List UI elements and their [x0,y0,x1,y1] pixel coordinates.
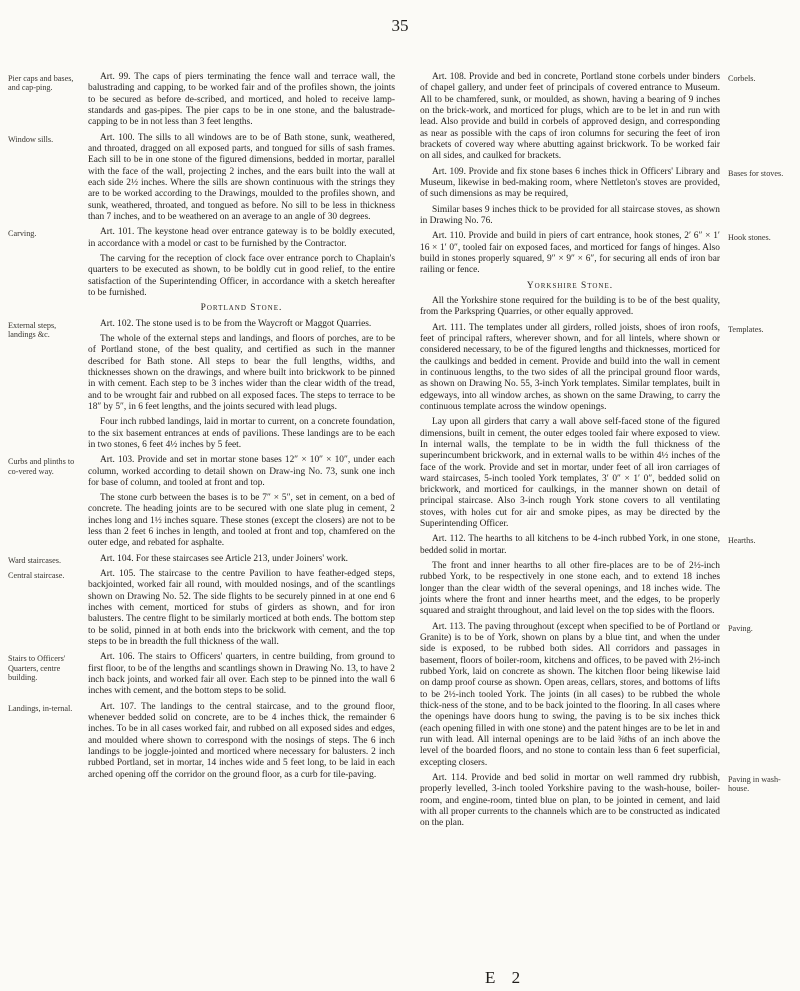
margin-note: Curbs and plinths to co-vered way. [8,457,75,476]
article-paragraph: Art. 107. The landings to the central staircase, and to the ground floor, whenever bedded solid on concrete, are to be 4 inches thick, the remainder 6 inches. To be in all cases worked fair, and rubbed on all exposed sides and edges, and moulded where shown to correspond with the nosings of steps. The 6 inch landings to be joggle-jointed and morticed where necessary for balusters. 2 inch rubbed Portland, set in mortar, 14 inches wide and 5 feet long, to be laid in each arched opening off the corridor on the ground floor, as a curb for tile-paving. [88,701,395,780]
article-paragraph: Art. 112. The hearths to all kitchens to be 4-inch rubbed York, in one stone, bedded solid in mortar. [420,534,720,556]
article-section [420,621,753,769]
article-section [8,553,395,565]
article-paragraph: Four inch rubbed landings, laid in mortar to current, on a concrete foundation, to the six basement entrances at ends of pavilions. These landings are to be each in two stones, 6 feet 4½ inches by 5 feet. [88,417,395,450]
article-paragraph: Art. 108. Provide and bed in concrete, Portland stone corbels under binders of chapel gallery, and under feet of principals of covered entrance to Museum. All to be chamfered, sunk, or moulded, as shown, having a bearing of 9 inches on the brick-work, and morticed for plugs, which are to be let in and run with lead. Also provide and build in corbels of approved design, and corresponding as near as possible with the caps of iron columns for securing the feet of iron brackets of covered way where abutting against brickwork. To be worked fair on all sides, and caulked for brackets. [420,72,720,162]
right-column [420,72,784,834]
page-number: 35 [391,16,409,35]
article-section [420,166,784,228]
margin-note: Pier caps and bases, and cap-ping. [8,74,74,93]
article-paragraph: Art. 111. The templates under all girders, rolled joists, shoes of iron roofs, feet of principal rafters, wherever shown, and for all lintels, where shown or considered necessary, to be of the figured lengths and thicknesses, morticed for the caulkings and bedded in cement. Provide and build into the wall in cement in continuous lengths, to the two sides of all the principal ground floor wards, as shown on Drawing No. 55, 3-inch York templates. Similar templates, built in edgeways, into all window arches, as shown on the same Drawing, to carry the continuous template across the window openings. [420,322,720,412]
margin-note: Hearths. [728,536,756,546]
margin-note: Templates. [728,324,764,334]
article-paragraph: The whole of the external steps and landings, and floors of porches, are to be of Portland stone, of the best quality, and certified as such in the manner described for Bath stone. All steps to bear the full lengths, widths, and thicknesses shown on the drawings, and where built into brickwork to be pinned in with cement. Each step to be 3 inches wider than the clear width of the tread, and to be wrought fair and rubbed on all exposed faces. The steps to terrace to be 18″ by 5″, in 6 feet lengths, and the joints secured with lead plugs. [88,333,395,412]
margin-note: Window sills. [8,134,54,144]
article-section [420,296,720,319]
article-paragraph: Lay upon all girders that carry a wall above self-faced stone of the figured dimensions, built in cement, the outer edges tooled fair where exposed to view. In internal walls, the template to be in width the full thickness of the superincumbent brickwork, and in external walls to be within 4½ inches of the face of the work. Provide and set in mortar, under feet of all iron carriages of ward staircases, 5-inch tooled York templates, 3′ 0″ × 1′ 0″, bedded solid on brickwork, and morticed for caulkings, in the manner shown on detail of principal staircase. Also 3-inch rough York stone covers to all ventilating stoves, with holes cut for air and smoke pipes, as may be directed by the Superintending Officer. [420,417,720,530]
margin-note: Hook stones. [728,233,771,243]
margin-note: Paving. [728,623,753,633]
article-paragraph: Art. 102. The stone used is to be from the Waycroft or Maggot Quarries. [100,318,372,329]
article-paragraph: Similar bases 9 inches thick to be provided for all staircase stoves, as shown in Drawing No. 76. [420,204,720,226]
article-paragraph: Art. 103. Provide and set in mortar stone bases 12″ × 10″ × 10″, under each column, worked according to detail shown on Draw-ing No. 73, sunk one inch for base of column, and tooled at front and top. [88,455,395,488]
article-paragraph: Art. 101. The keystone head over entrance gateway is to be boldly executed, in accordance with a model or cast to be furnished by the Contractor. [88,227,395,249]
margin-note: Bases for stoves. [728,168,784,178]
article-paragraph: Art. 113. The paving throughout (except when specified to be of Portland or Granite) is to be of York, shown on plans by a blue tint, and when the under side is exposed, to be rubbed both sides. All corridors and passages in basement, floors of boiler-room, kitchens and offices, to be paved with 2½-inch rubbed York, laid on concrete as shown. The kitchen floor being likewise laid on damp proof course as shown. Open areas, cellars, stores, and bottoms of lifts to be 2½-inch tooled York. The joints (in all cases) to be rubbed the whole thick-ness of the stone, and to be back jointed to the flooring. In all cases where the openings have doors hung to swing, the paving is to be six inches thick (each opening filled in with one stone) and the patent hinges are to be let in and run with lead. All internal openings are to be laid ⅜ths of an inch above the level of the boarded floors, and no stone to contain less than 6 feet superficial, excepting closers. [420,621,720,768]
article-section [8,701,395,781]
article-paragraph: All the Yorkshire stone required for the building is to be of the best quality, from the Parkspring Quarries, or other equally approved. [420,295,720,318]
margin-note: Corbels. [728,74,756,83]
article-section [8,72,395,129]
article-paragraph: Art. 99. The caps of piers terminating the fence wall and terrace wall, the balustrading and capping, to be worked fair and of the profiles shown, the joints to be secured as before de-scribed, and morticed, and holed to receive lamp-standards and gas-pipes. The pier caps to be in one stone, and the balustrade-capping to be in not less than 3 feet lengths. [88,72,395,128]
margin-note: Carving. [8,229,37,239]
article-section [420,72,756,163]
article-section [420,231,771,276]
margin-note: Paving in wash-house. [728,775,781,794]
margin-note: Landings, in-ternal. [8,703,73,713]
article-section [8,132,395,224]
article-paragraph: Art. 104. For these staircases see Article 213, under Joiners' work. [100,553,348,564]
article-paragraph: Art. 110. Provide and build in piers of cart entrance, hook stones, 2′ 6″ × 1′ 16 × 1′ 0″, tooled fair on exposed faces, and morticed for fangs of hinges. Also build in stones properly squared, 9″ × 9″ × 6″, for securing all ends of iron bar railing or fence. [420,231,720,276]
left-column [8,72,395,785]
article-paragraph: The stone curb between the bases is to be 7″ × 5″, set in cement, on a bed of concrete. The heading joints are to be secured with one slate plug in cement, 2 inches long and 1½ inches square. These stones (except the closers) are not to be less than 2 feet 6 inches in length, and tooled at front and top, chamfered on the outer edge, and rebated for asphalte. [88,493,395,549]
article-section [8,455,395,550]
article-section [8,652,395,697]
article-section [420,773,781,830]
article-paragraph: Art. 109. Provide and fix stone bases 6 inches thick in Officers' Library and Museum, likewise in bed-making room, where Nettleton's stoves are provided, of such dimensions as may be required, [420,166,720,200]
article-section [8,227,395,299]
section-heading: Yorkshire Stone. [526,280,614,291]
article-paragraph: Art. 114. Provide and bed solid in mortar on well rammed dry rubbish, properly levelled, 3-inch tooled Yorkshire paving to the wash-house, boiler-room, and engine-room, tinted blue on plan, to be jointed in cement, and laid with all proper currents to the channels which are to be constructed as indicated on the plan. [420,773,720,829]
article-paragraph: Art. 105. The staircase to the centre Pavilion to have feather-edged steps, backjointed, worked fair all round, with moulded nosings, and of the scantlings shown on Drawing No. 52. The side flights to be securely pinned in at one end 6 inches with cement, morticed for stubs of girders as shown, and for iron balusters. The centre flight to be similarly morticed at both ends. The bottom step to be solid, pinned in at both ends into the brickwork with cement, and the top steps to be in breadth the full thickness of the wall. [88,569,395,648]
margin-note: Stairs to Officers' Quarters, centre building. [8,654,66,683]
article-paragraph: The front and inner hearths to all other fire-places are to be of 2½-inch rubbed York, to be respectively in one stone each, and to extend 18 inches longer than the clear width of the several openings, and 18 inches wide. The joints where the front and inner hearths meet, and the edges, to be properly squared and straight throughout, and laid level on the top sides with the floors. [420,561,720,617]
margin-note: Central staircase. [8,571,65,581]
margin-note: Ward staircases. [8,555,61,565]
article-section [420,534,756,617]
article-section [8,318,395,452]
signature-mark: E 2 [485,968,527,987]
section-heading: Portland Stone. [200,303,283,314]
article-paragraph: The carving for the reception of clock face over entrance porch to Chaplain's quarters to be executed as shown, to be boldly cut in good relief, to the entire satisfaction of the Superintending Officer, in accordance with a sketch hereafter to be furnished. [88,253,395,298]
article-paragraph: Art. 100. The sills to all windows are to be of Bath stone, sunk, weathered, and throated, dragged on all exposed parts, and tongued for sills of sash frames. Each sill to be in one stone of the figured dimensions, bedded in mortar, parallel with the face of the wall, projecting 2 inches, and the ears built into the wall at each side 2½ inches. Where the sills are shown continuous with the strings they are to be worked according to the Drawings, moulded to the profiles shown, and sunk, weathered, throated, and tongued as before. No sill to be less in thickness than 7 inches, and to be weathered on an average to an angle of 30 degrees. [88,132,395,222]
article-paragraph: Art. 106. The stairs to Officers' quarters, in centre building, from ground to first floor, to be of the lengths and scantlings shown in Drawing No. 13, to have 2 inch back joints, and worked fair all over. Each step to be pinned into the wall 6 inches with cement, and the bottom steps to be solid. [88,652,395,697]
article-section [420,322,764,531]
margin-note: External steps, landings &c. [8,320,57,339]
article-section [8,569,395,648]
